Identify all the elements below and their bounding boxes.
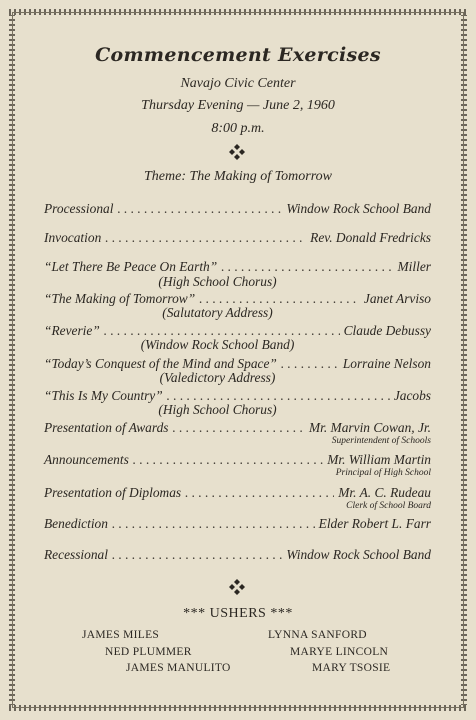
venue: Navajo Civic Center bbox=[180, 76, 296, 91]
usher-name: MARY TSOSIE bbox=[312, 662, 391, 674]
program-item-performer: Janet Arviso bbox=[363, 291, 431, 306]
program-item-performer: Lorraine Nelson bbox=[342, 356, 431, 371]
program-item-subtitle: (Window Rock School Band) bbox=[140, 337, 295, 352]
leader-dots bbox=[105, 230, 306, 246]
program-item bbox=[44, 201, 431, 217]
program-item-subtitle: (High School Chorus) bbox=[158, 402, 277, 417]
program-item-subtitle: (High School Chorus) bbox=[158, 274, 277, 289]
time: 8:00 p.m. bbox=[211, 121, 265, 136]
theme-line: Theme: The Making of Tomorrow bbox=[144, 169, 332, 184]
program-item-title: Processional bbox=[44, 201, 114, 216]
program-item bbox=[44, 485, 431, 501]
program-item-performer: Mr. Marvin Cowan, Jr. bbox=[308, 420, 431, 435]
program-item-performer: Window Rock School Band bbox=[286, 201, 431, 216]
leader-dots bbox=[221, 259, 393, 275]
program-item-title: Benediction bbox=[44, 516, 108, 531]
usher-name: LYNNA SANFORD bbox=[268, 629, 367, 641]
program-item-performer: Rev. Donald Fredricks bbox=[310, 230, 431, 245]
program-item-title: Recessional bbox=[44, 547, 108, 562]
program-item-performer: Miller bbox=[397, 259, 431, 274]
program-item-title: Presentation of Awards bbox=[44, 420, 169, 435]
program-item-performer: Elder Robert L. Farr bbox=[318, 516, 431, 531]
program-item-title: “The Making of Tomorrow” bbox=[44, 291, 196, 306]
program-item-title: Announcements bbox=[44, 452, 129, 467]
program-item bbox=[44, 547, 431, 563]
program-item-performer: Claude Debussy bbox=[343, 323, 431, 338]
program-item-title: “Today’s Conquest of the Mind and Space” bbox=[44, 356, 277, 371]
program-item-title: “Let There Be Peace On Earth” bbox=[44, 259, 218, 274]
program-item-subtitle: (Valedictory Address) bbox=[159, 370, 276, 385]
program-item-note: Principal of High School bbox=[335, 468, 431, 478]
program-item bbox=[44, 516, 431, 532]
diamond-ornament-icon bbox=[228, 143, 246, 161]
program-item-performer: Mr. A. C. Rudeau bbox=[338, 485, 431, 500]
page-title: Commencement Exercises bbox=[95, 44, 381, 66]
program-item bbox=[44, 259, 431, 275]
program-item-note: Superintendent of Schools bbox=[331, 436, 431, 446]
usher-name: MARYE LINCOLN bbox=[290, 646, 389, 658]
date-line: Thursday Evening — June 2, 1960 bbox=[141, 98, 335, 113]
leader-dots bbox=[117, 201, 282, 217]
program-item-subtitle: (Salutatory Address) bbox=[162, 305, 273, 320]
program-item bbox=[44, 230, 431, 246]
program-item-title: Presentation of Diplomas bbox=[44, 485, 182, 500]
diamond-ornament-icon bbox=[228, 578, 246, 596]
program-item-title: “This Is My Country” bbox=[44, 388, 163, 403]
leader-dots bbox=[173, 420, 305, 436]
usher-name: JAMES MILES bbox=[82, 629, 160, 641]
program-item-title: Invocation bbox=[44, 230, 102, 245]
program-item bbox=[44, 452, 431, 468]
leader-dots bbox=[112, 516, 315, 532]
program-item-note: Clerk of School Board bbox=[346, 501, 431, 511]
leader-dots bbox=[133, 452, 323, 468]
program-item-performer: Mr. William Martin bbox=[327, 452, 431, 467]
leader-dots bbox=[185, 485, 334, 501]
usher-name: NED PLUMMER bbox=[105, 646, 192, 658]
program-item-performer: Window Rock School Band bbox=[286, 547, 431, 562]
program-item-title: “Reverie” bbox=[44, 323, 100, 338]
ushers-heading: *** USHERS *** bbox=[183, 606, 293, 621]
leader-dots bbox=[112, 547, 282, 563]
program-item-performer: Jacobs bbox=[393, 388, 431, 403]
program-item bbox=[44, 420, 431, 436]
usher-name: JAMES MANULITO bbox=[126, 662, 231, 674]
